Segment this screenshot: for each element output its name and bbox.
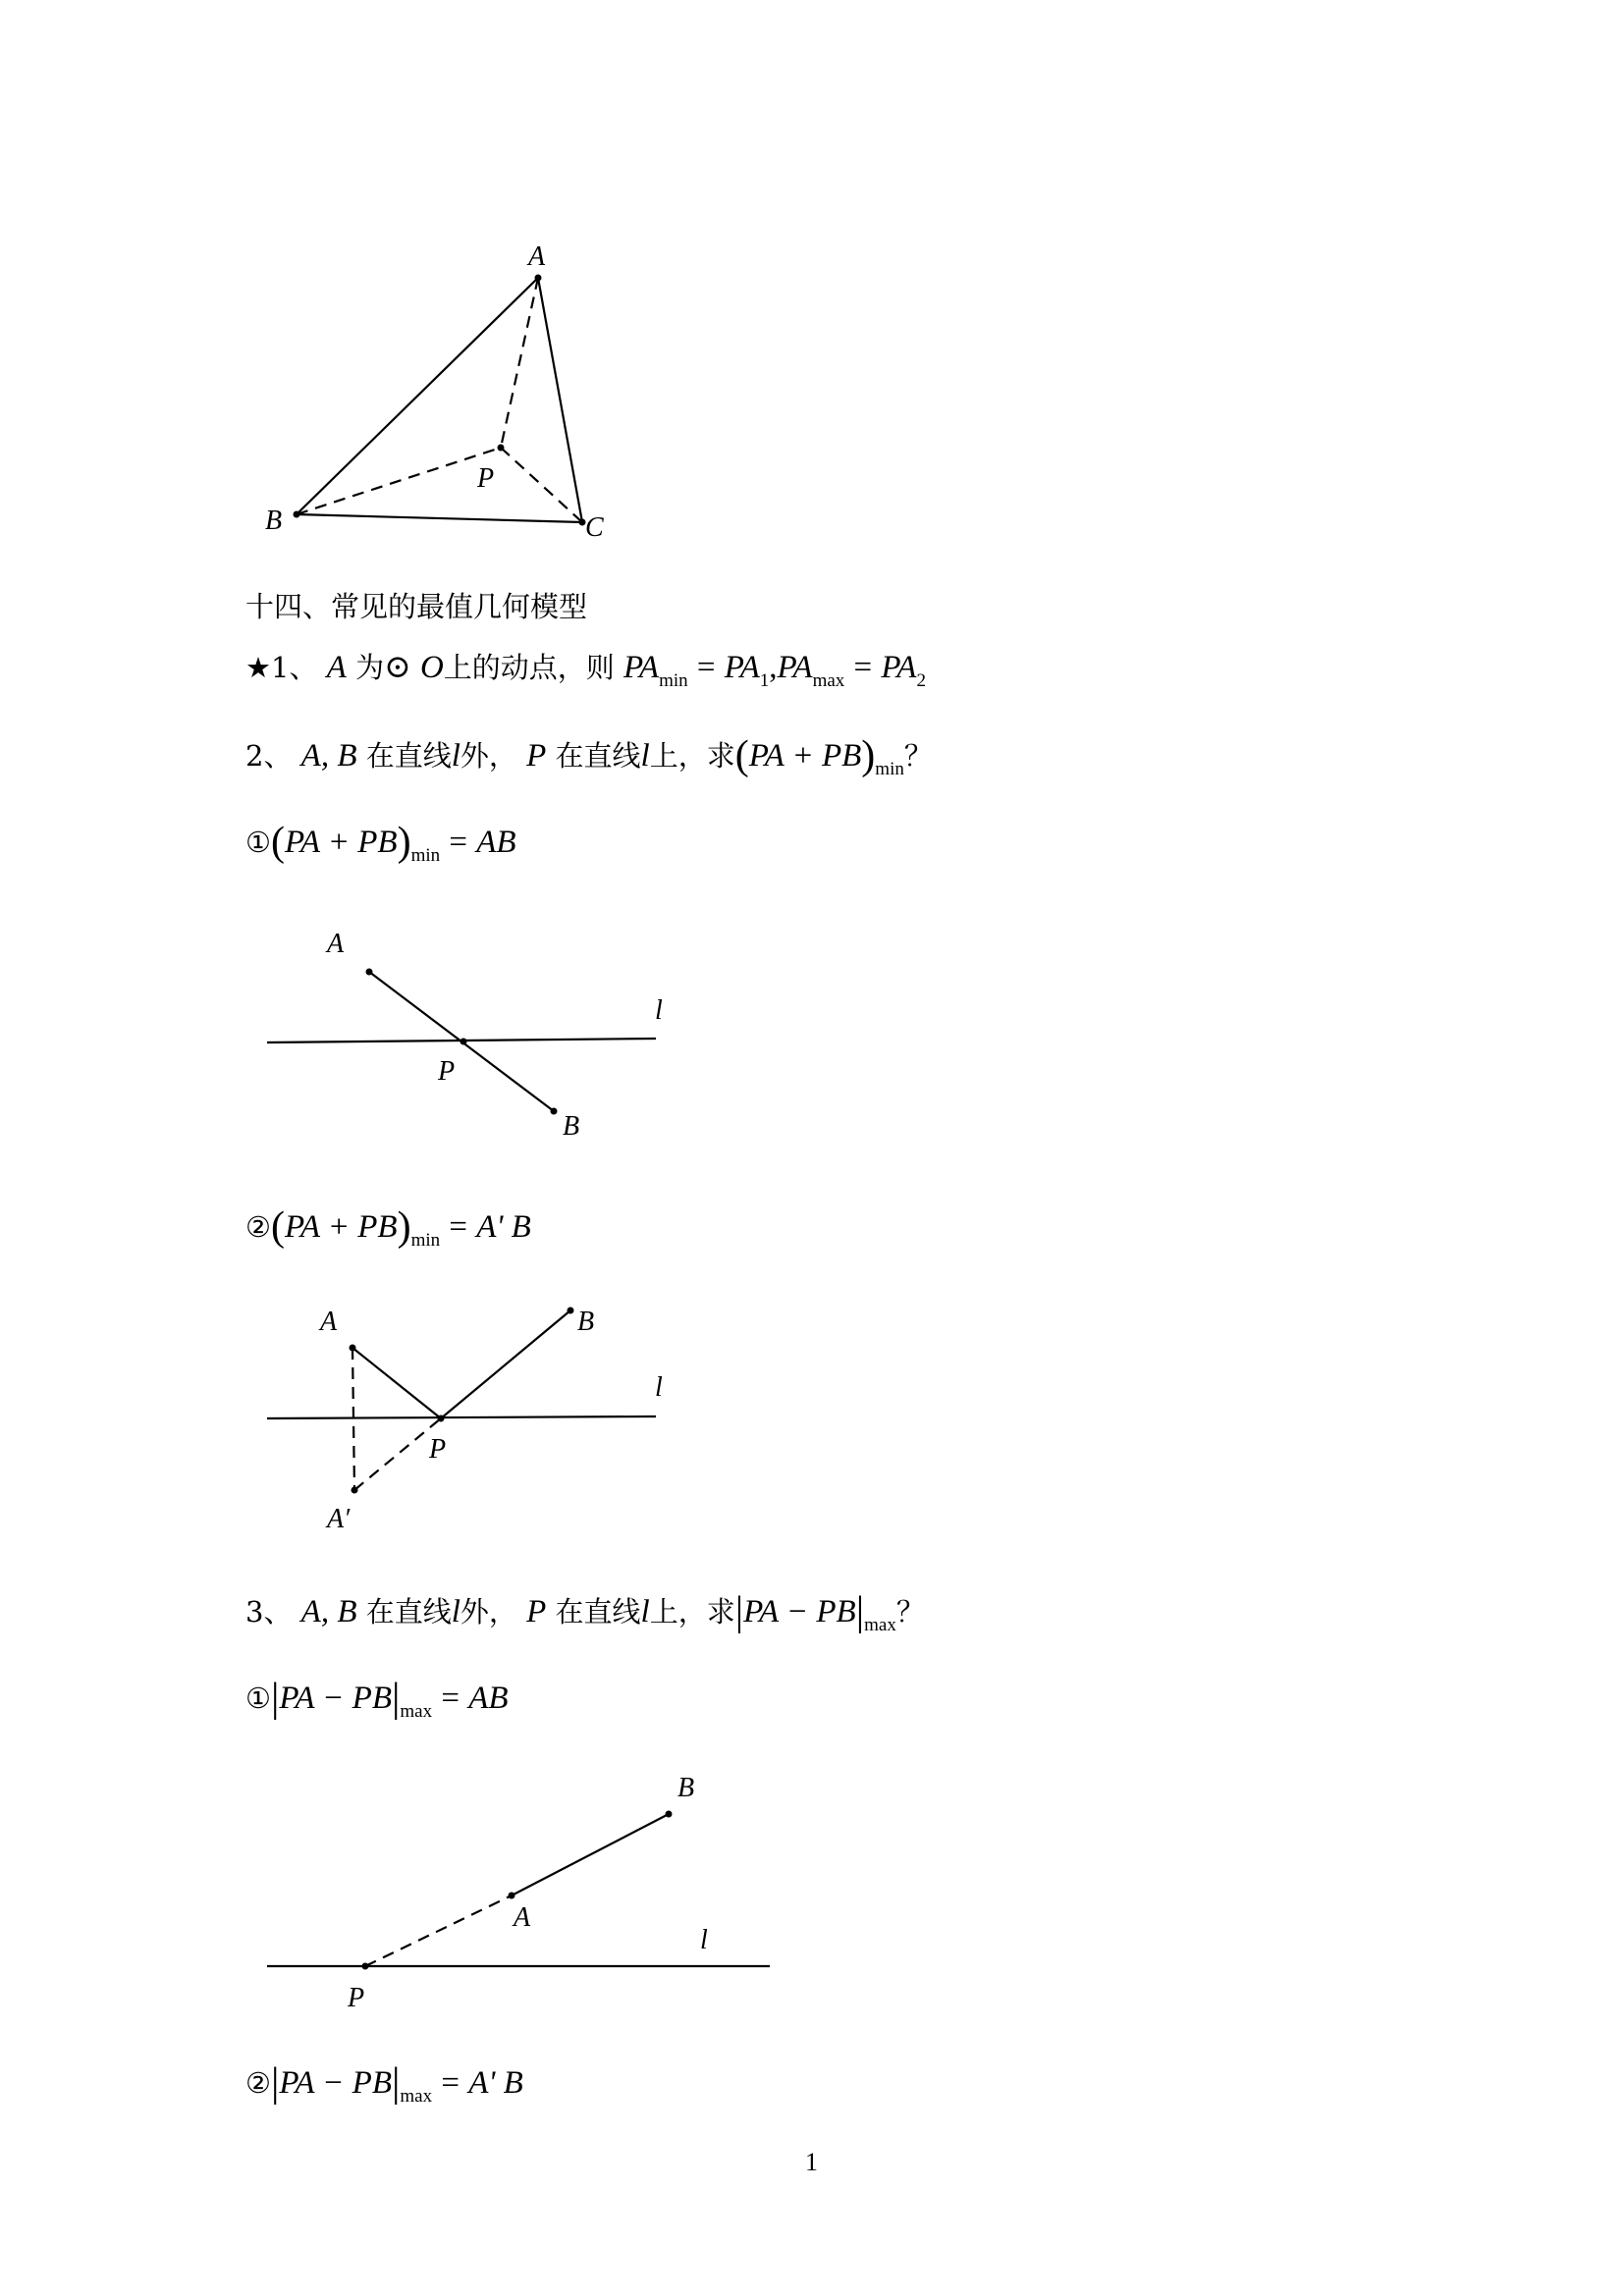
sub-min: min xyxy=(410,1230,441,1251)
point-p xyxy=(460,1039,467,1045)
case-marker: ① xyxy=(245,826,271,859)
text-dongdian: 上的动点，则 xyxy=(443,651,615,684)
figure-2-1 xyxy=(0,903,1624,1158)
text-zai: 在直线 xyxy=(365,739,452,773)
point-p xyxy=(362,1963,369,1970)
question-mark: ？ xyxy=(903,739,933,773)
text-shang: 上，求 xyxy=(649,739,735,773)
pa2: PA xyxy=(881,650,917,685)
item-2-marker: 2、 xyxy=(245,739,293,773)
segment-pb xyxy=(441,1310,570,1418)
label-b: B xyxy=(265,506,283,536)
eq: = xyxy=(441,1681,460,1716)
expr: PA + PB xyxy=(285,825,398,860)
result: A' B xyxy=(476,1209,531,1245)
var-l-2: l xyxy=(640,1594,650,1629)
text-zai-2: 在直线 xyxy=(555,1595,641,1629)
expr: PA − PB xyxy=(279,1681,392,1716)
comma: , xyxy=(769,650,778,685)
result: A' B xyxy=(468,2065,523,2101)
section-title: 十四、常见的最值几何模型 xyxy=(245,590,588,623)
case-marker: ① xyxy=(245,1682,271,1715)
label-a: A xyxy=(528,241,546,272)
vars-ab: A, B xyxy=(300,738,357,774)
label-l: l xyxy=(655,995,663,1026)
label-p: P xyxy=(477,463,495,494)
label-p: P xyxy=(438,1056,456,1087)
eq: = xyxy=(449,1209,467,1245)
result: AB xyxy=(476,825,516,860)
var-l-2: l xyxy=(640,738,650,774)
segment-ab xyxy=(512,1814,669,1896)
triangle-figure xyxy=(0,0,1624,589)
segment-pa xyxy=(365,1896,512,1966)
var-l: l xyxy=(451,738,460,774)
segment-ab xyxy=(297,278,538,514)
expr: PA + PB xyxy=(285,1209,398,1245)
point-p xyxy=(498,445,505,452)
pa-max: PA xyxy=(777,650,813,685)
case-2-1: ①(PA + $PB)_{min}$ = AB xyxy=(245,820,516,866)
point-b xyxy=(666,1811,673,1818)
segment-ac xyxy=(538,278,582,522)
label-a: A xyxy=(514,1902,531,1933)
line-l xyxy=(267,1416,656,1418)
label-b: B xyxy=(563,1111,580,1142)
sub-min: min xyxy=(875,759,904,779)
text-shang: 上，求 xyxy=(649,1595,735,1629)
figure-3-1 xyxy=(0,1757,1624,2012)
point-a xyxy=(350,1345,356,1352)
item-3: 3、 A, B 在直线l外， P 在直线l上，求$|PA - PB|_{max}$？ xyxy=(245,1589,925,1635)
var-a: A xyxy=(326,650,347,685)
case-2-2: ②(PA + $PB)_{min} = A'$ B xyxy=(245,1204,531,1251)
page-number: 1 xyxy=(805,2148,818,2176)
sub-max: max xyxy=(400,2086,433,2107)
point-a xyxy=(535,275,542,282)
eq: = xyxy=(441,2065,460,2101)
label-l: l xyxy=(655,1372,663,1403)
segment-pa xyxy=(501,278,538,448)
item-2: 2、 A, B 在直线l外， P 在直线l上，求$(PA + PB)_{min}$？ xyxy=(245,733,933,779)
point-b xyxy=(294,511,300,518)
sub-max: max xyxy=(812,670,845,691)
item-1-marker: ★1、 xyxy=(245,651,318,684)
item-1 xyxy=(245,646,926,692)
question-mark: ？ xyxy=(895,1595,925,1629)
segment-pb xyxy=(297,448,501,514)
case-3-2: ②|PA − $PB|_{max} = A'$ B xyxy=(245,2060,523,2107)
eq-2: = xyxy=(853,650,873,685)
segment-ap xyxy=(352,1348,441,1418)
sub-min: min xyxy=(410,845,441,866)
text-wai: 外， xyxy=(460,1595,517,1629)
result: AB xyxy=(468,1681,509,1716)
var-p: P xyxy=(526,738,547,774)
point-p xyxy=(438,1415,445,1422)
var-l: l xyxy=(451,1594,460,1629)
point-b xyxy=(568,1308,574,1314)
label-b: B xyxy=(677,1773,695,1803)
expr: PA − PB xyxy=(743,1594,856,1629)
text-zai-2: 在直线 xyxy=(555,739,641,773)
segment-aprime-p xyxy=(354,1418,441,1490)
label-a-prime: A′ xyxy=(327,1504,351,1534)
case-marker: ② xyxy=(245,2066,271,2100)
eq: = xyxy=(696,650,716,685)
var-p: P xyxy=(526,1594,547,1629)
pa1: PA xyxy=(724,650,760,685)
point-a xyxy=(509,1893,515,1899)
point-b xyxy=(551,1108,558,1115)
expr: PA + PB xyxy=(748,738,862,774)
segment-bc xyxy=(297,514,582,522)
label-p: P xyxy=(348,1983,365,2013)
sub-1: 1 xyxy=(759,670,770,691)
label-c: C xyxy=(585,512,604,543)
case-marker: ② xyxy=(245,1210,271,1244)
sub-min: min xyxy=(659,670,688,691)
label-a: A xyxy=(327,929,345,959)
pa-min: PA xyxy=(623,650,660,685)
point-a xyxy=(366,969,373,976)
sub-2: 2 xyxy=(916,670,926,691)
label-l: l xyxy=(700,1925,708,1955)
vars-ab: A, B xyxy=(300,1594,357,1629)
figure-2-2 xyxy=(0,1286,1624,1541)
sub-max: max xyxy=(864,1615,896,1635)
text-wei: 为 xyxy=(355,651,385,684)
var-o: O xyxy=(419,650,444,685)
label-a: A xyxy=(320,1307,338,1337)
text-zai: 在直线 xyxy=(365,1595,452,1629)
case-3-1: ①|PA − $PB|_{max}$ = AB xyxy=(245,1676,509,1722)
circle-symbol: ⊙ xyxy=(384,650,411,685)
expr: PA − PB xyxy=(279,2065,392,2101)
eq: = xyxy=(449,825,467,860)
point-a-prime xyxy=(352,1487,358,1494)
text-wai: 外， xyxy=(460,739,517,773)
item-3-marker: 3、 xyxy=(245,1595,293,1629)
label-b: B xyxy=(577,1307,595,1337)
label-p: P xyxy=(429,1434,447,1465)
sub-max: max xyxy=(400,1701,433,1722)
